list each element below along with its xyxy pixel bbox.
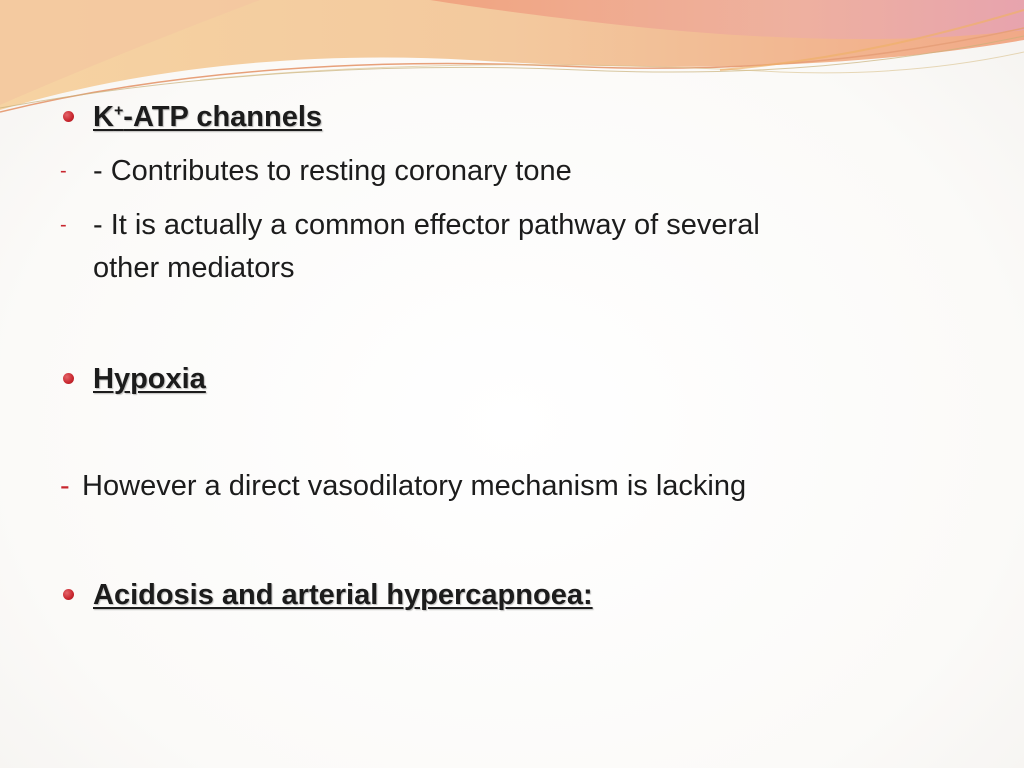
dash-marker: -	[60, 214, 67, 236]
heading-katp-channels: K+-ATP channels	[93, 101, 323, 133]
heading-acidosis-hypercapnoea: Acidosis and arterial hypercapnoea:	[93, 579, 593, 611]
sub-text-resting-tone: - Contributes to resting coronary tone	[93, 155, 572, 187]
heading-hypoxia: Hypoxia	[93, 363, 206, 395]
bullet-dot-icon	[63, 111, 74, 122]
bullet-dot-icon	[63, 373, 74, 384]
sub-text-effector-line1: - It is actually a common effector pathway of several	[93, 209, 760, 241]
dash-marker: -	[60, 160, 67, 182]
bullet-dot-icon	[63, 589, 74, 600]
superscript-plus: +	[113, 102, 124, 120]
note-text: However a direct vasodilatory mechanism is lacking	[74, 470, 747, 502]
sub-text-effector-line2: other mediators	[93, 252, 295, 284]
note-dash-marker: -	[60, 470, 70, 502]
